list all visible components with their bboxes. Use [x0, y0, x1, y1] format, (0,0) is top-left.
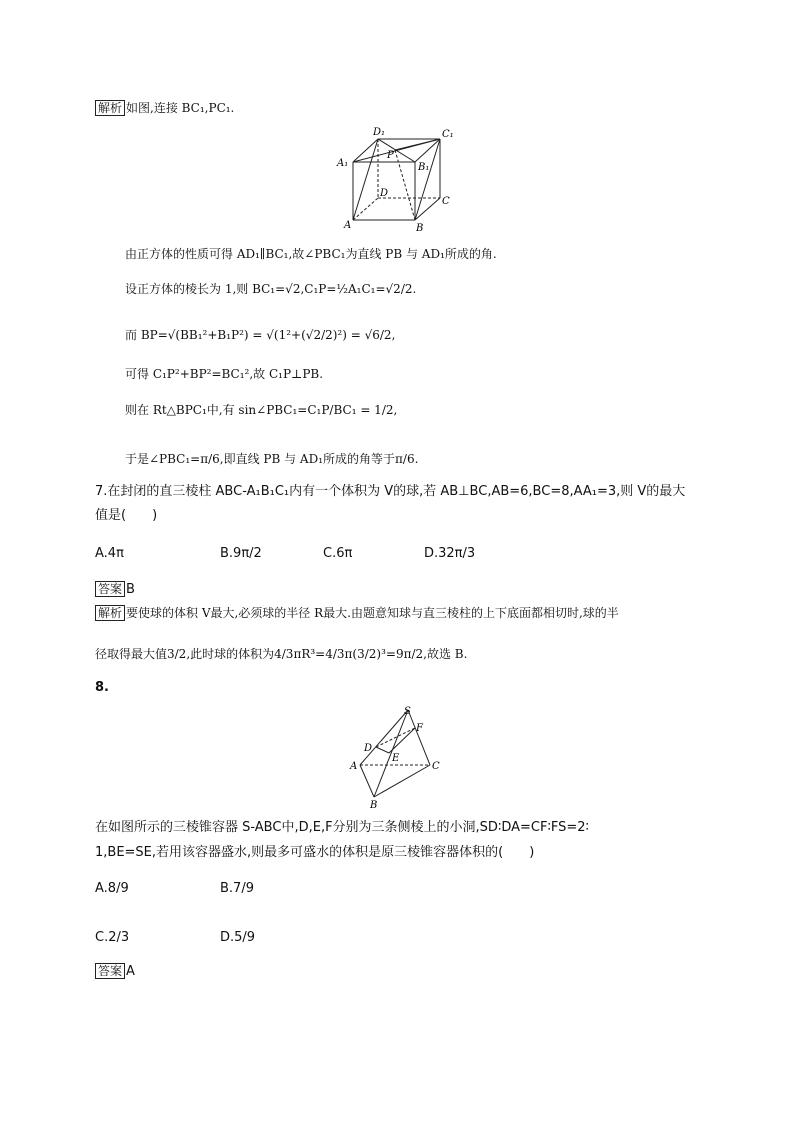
label-D1: D₁ — [373, 127, 386, 138]
q7-option-c: C.6π — [323, 546, 353, 561]
q8-stem-line2: 1,BE=SE,若用该容器盛水,则最多可盛水的体积是原三棱锥容器体积的( ) — [95, 845, 535, 860]
cube-figure — [335, 122, 460, 234]
label-A: A — [344, 220, 352, 231]
analysis-tag: 解析 — [95, 605, 125, 621]
q6-step-5: 则在 Rt△BPC₁中,有 sin∠PBC₁=C₁P/BC₁ = 1/2, — [125, 403, 398, 417]
q7-stem-line1: 7.在封闭的直三棱柱 ABC-A₁B₁C₁内有一个体积为 V的球,若 AB⊥BC,AB=6,BC=8,AA₁=3,则 V的最大 — [95, 484, 686, 499]
label-B: B — [416, 223, 424, 234]
q6-analysis-line — [95, 100, 234, 116]
q7-option-a: A.4π — [95, 546, 124, 561]
q6-step-6: 于是∠PBC₁=π/6,即直线 PB 与 AD₁所成的角等于π/6. — [125, 452, 419, 466]
label-F: F — [416, 723, 423, 734]
q8-number: 8. — [95, 680, 109, 695]
q7-analysis-line1 — [95, 605, 619, 621]
q7-analysis-line2: 径取得最大值3/2,此时球的体积为4/3πR³=4/3π(3/2)³=9π/2,故选 B. — [95, 647, 468, 661]
q6-step-4: 可得 C₁P²+BP²=BC₁²,故 C₁P⊥PB. — [125, 367, 324, 381]
q7-analysis-text1: 要使球的体积 V最大,必须球的半径 R最大.由题意知球与直三棱柱的上下底面都相切时,球的半 — [126, 606, 619, 620]
q8-option-c: C.2/3 — [95, 930, 130, 945]
q7-stem-line2: 值是( ) — [95, 508, 158, 523]
q8-answer: A — [126, 964, 135, 979]
q8-option-d: D.5/9 — [220, 930, 256, 945]
q8-option-a: A.8/9 — [95, 881, 129, 896]
label-C1: C₁ — [442, 129, 454, 140]
label-C: C — [442, 196, 450, 207]
q8-stem-line1: 在如图所示的三棱锥容器 S-ABC中,D,E,F分别为三条侧棱上的小洞,SD∶DA=CF∶FS=2∶ — [95, 820, 589, 835]
analysis-tag: 解析 — [95, 100, 125, 116]
pyramid-figure — [348, 702, 448, 812]
analysis-intro: 如图,连接 BC₁,PC₁. — [126, 101, 235, 115]
label-B: B — [370, 800, 378, 811]
label-C: C — [432, 761, 440, 772]
q8-option-b: B.7/9 — [220, 881, 254, 896]
label-D: D — [380, 188, 389, 199]
label-D: D — [364, 743, 373, 754]
q7-answer-line — [95, 581, 135, 598]
q7-option-b: B.9π/2 — [220, 546, 262, 561]
q8-answer-line — [95, 963, 135, 980]
q7-answer: B — [126, 582, 135, 597]
label-A: A — [350, 761, 358, 772]
label-B1: B₁ — [418, 162, 430, 173]
label-E: E — [392, 753, 400, 764]
answer-tag: 答案 — [95, 963, 125, 979]
q7-option-d: D.32π/3 — [424, 546, 476, 561]
label-A1: A₁ — [337, 158, 349, 169]
label-S: S — [404, 706, 411, 717]
label-P: P — [387, 150, 394, 161]
q6-step-3: 而 BP=√(BB₁²+B₁P²) = √(1²+(√2/2)²) = √6/2, — [125, 328, 396, 342]
q6-step-2: 设正方体的棱长为 1,则 BC₁=√2,C₁P=½A₁C₁=√2/2. — [125, 282, 417, 296]
q6-step-1: 由正方体的性质可得 AD₁∥BC₁,故∠PBC₁为直线 PB 与 AD₁所成的角. — [125, 247, 497, 261]
answer-tag: 答案 — [95, 581, 125, 597]
